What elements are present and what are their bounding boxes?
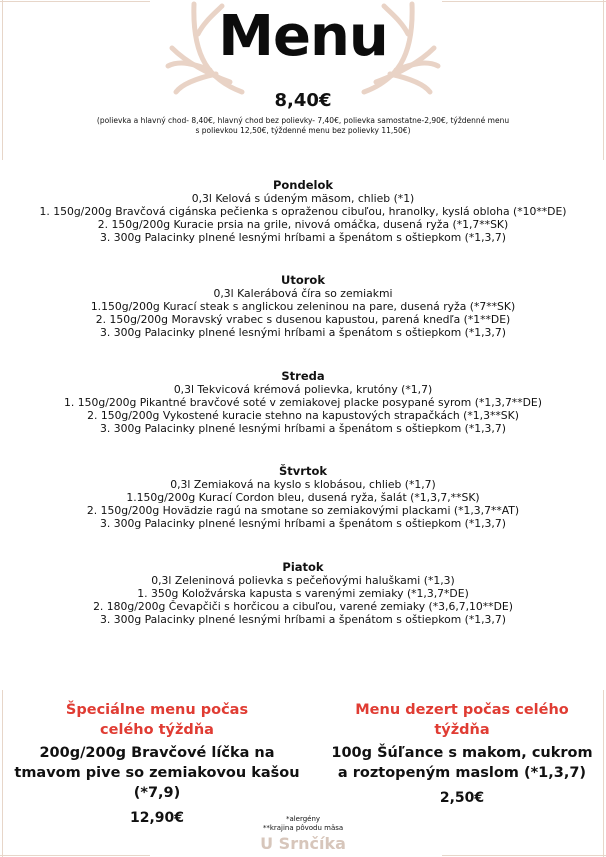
frame-line-top-right <box>442 1 606 2</box>
menu-line: 3. 300g Palacinky plnené lesnými hríbami a špenátom s oštiepkom (*1,3,7) <box>100 325 506 339</box>
menu-title: Menu <box>218 4 388 69</box>
menu-line: 2. 150g/200g Moravský vrabec s dusenou kapustou, parená knedľa (*1**DE) <box>95 312 511 326</box>
allergen-note: *alergény <box>285 815 321 823</box>
frame-line-bottom-left <box>0 855 150 856</box>
special-weekly-menu <box>6 700 308 828</box>
day-name: Utorok <box>281 273 325 287</box>
menu-line: 1.150g/200g Kurací Cordon bleu, dusená ryža, šalát (*1,3,7,**SK) <box>126 490 480 504</box>
menu-price: 8,40€ <box>274 90 332 111</box>
menu-line: 0,3l Zeleninová polievka s pečeňovými haluškami (*1,3) <box>151 574 455 587</box>
menu-line: 1. 150g/200g Bravčová cigánska pečienka s opraženou cibuľou, hranolky, kyslá obloha (*10**DE) <box>39 204 567 218</box>
day-section-streda <box>0 369 606 436</box>
day-section-piatok <box>0 560 606 627</box>
menu-line: 2. 150g/200g Kuracie prsia na grile, nivová omáčka, dusená ryža (*1,7**SK) <box>97 217 509 231</box>
menu-line: 2. 150g/200g Hovädzie ragú na smotane so zemiakovými plackami (*1,3,7**AT) <box>86 503 520 517</box>
menu-line: 0,3l Kalerábová číra so zemiakmi <box>213 287 393 300</box>
menu-line: 3. 300g Palacinky plnené lesnými hríbami a špenátom s oštiepkom (*1,3,7) <box>100 516 506 530</box>
special-price: 12,90€ <box>129 810 185 826</box>
menu-line: 0,3l Zemiaková na kyslo s klobásou, chlieb (*1,7) <box>170 478 436 491</box>
day-name: Pondelok <box>272 178 334 192</box>
day-section-utorok <box>0 273 606 340</box>
allergen-notes <box>0 815 606 833</box>
menu-line: 3. 300g Palacinky plnené lesnými hríbami a špenátom s oštiepkom (*1,3,7) <box>100 612 506 626</box>
day-name: Štvrtok <box>279 464 327 478</box>
menu-line: 1.150g/200g Kurací steak s anglickou zeleninou na pare, dusená ryža (*7**SK) <box>90 299 516 313</box>
menu-line: 0,3l Kelová s údeným mäsom, chlieb (*1) <box>191 192 415 205</box>
special-item: 100g Šúľance s makom, cukrom a roztopeným maslom (*1,3,7) <box>331 745 593 781</box>
origin-note: **krajina pôvodu mäsa <box>262 824 344 832</box>
menu-line: 0,3l Tekvicová krémová polievka, krutóny (*1,7) <box>173 383 433 396</box>
day-section-stvrtok <box>0 464 606 531</box>
menu-line: 1. 350g Koložvárska kapusta s varenými zemiaky (*1,3,7*DE) <box>137 586 469 600</box>
special-item: 200g/200g Bravčové líčka na tmavom pive so zemiakovou kašou (*7,9) <box>14 745 300 801</box>
brand-logo: U Srnčíka <box>260 834 346 853</box>
day-section-pondelok <box>0 178 606 245</box>
special-heading: Špeciálne menu počas celého týždňa <box>65 702 249 738</box>
menu-line: 3. 300g Palacinky plnené lesnými hríbami a špenátom s oštiepkom (*1,3,7) <box>100 421 506 435</box>
special-dessert-menu <box>318 700 606 808</box>
special-price: 2,50€ <box>439 790 485 806</box>
day-name: Streda <box>281 369 325 383</box>
menu-line: 2. 150g/200g Vykostené kuracie stehno na kapustových strapačkách (*1,3**SK) <box>87 408 519 422</box>
frame-line-bottom-right <box>442 855 606 856</box>
day-name: Piatok <box>282 560 324 574</box>
menu-line: 3. 300g Palacinky plnené lesnými hríbami a špenátom s oštiepkom (*1,3,7) <box>100 230 506 244</box>
special-heading: Menu dezert počas celého týždňa <box>355 702 569 738</box>
price-note: (polievka a hlavný chod- 8,40€, hlavný chod bez polievky- 7,40€, polievka samostatne-2,90€, týždenné menu s polievkou 12,50€, týždenné menu bez polievky 11,50€) <box>96 116 510 135</box>
menu-line: 2. 180g/200g Čevapčiči s horčicou a cibuľou, varené zemiaky (*3,6,7,10**DE) <box>93 599 513 613</box>
frame-line-top-left <box>0 1 150 2</box>
menu-line: 1. 150g/200g Pikantné bravčové soté v zemiakovej placke posypané syrom (*1,3,7**DE) <box>64 395 542 409</box>
